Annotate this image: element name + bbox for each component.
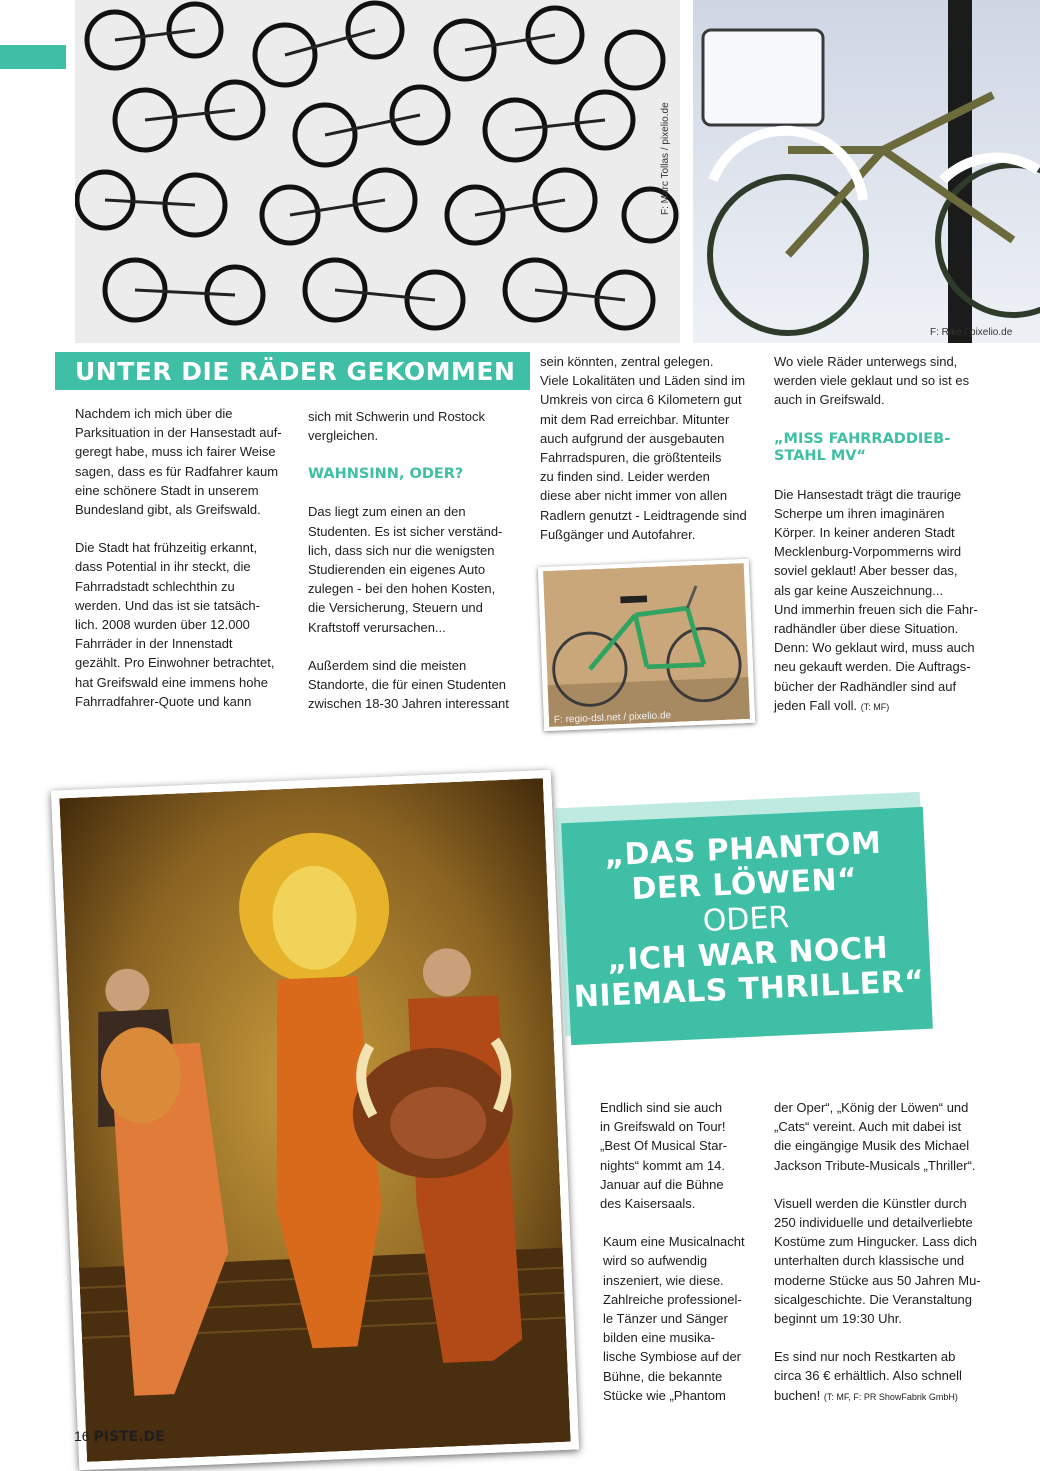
- paragraph: sein könnten, zentral gelegen. Viele Lokalitäten und Läden sind im Umkreis von circa 6 Kilometern gut mit dem Rad erreichbar. Mitunter auch aufgrund der ausgebauten Fahrradspuren, die größtenteils zu finden sind. Leider werden diese aber nicht immer von allen Radlern genutzt - Leidtragende sind Fußgänger und Autofahrer.: [540, 354, 747, 542]
- paragraph: Kaum eine Musicalnacht wird so aufwendig inszeniert, wie diese. Zahlreiche professionel- le Tänzer und Sänger bilden eine musika- lische Symbiose auf der Bühne, die bekannte Stücke wie „Phantom: [603, 1234, 745, 1403]
- paragraph: Endlich sind sie auch in Greifswald on Tour! „Best Of Musical Star- nights“ kommt am 14. Januar auf die Bühne des Kaisersaals.: [600, 1100, 728, 1212]
- paragraph-text: Die Hansestadt trägt die traurige Scherpe um ihren imaginären Körper. In keiner anderen Stadt Mecklenburg-Vorpommerns wird soviel geklaut! Aber besser das, als gar keine Auszeichnung... Und immerhin freuen sich die Fahr- radhändler über diese Situation. Denn: Wo geklaut wird, muss auch neu gekauft werden. Die Auftrags- bücher der Radhändler sind auf jeden Fall voll.: [774, 486, 978, 713]
- photo-bicycles-wall: [75, 0, 680, 343]
- snowy-bicycle-image: [693, 0, 1040, 343]
- page-footer: [74, 1428, 165, 1445]
- paragraph: der Oper“, „König der Löwen“ und „Cats“ vereint. Auch mit dabei ist die eingängige Musik des Michael Jackson Tribute-Musicals „Thriller“.: [774, 1100, 976, 1173]
- article-headline: UNTER DIE RÄDER GEKOMMEN: [75, 357, 516, 386]
- article2-title: [562, 824, 930, 1015]
- article2-column-1: [600, 1098, 770, 1405]
- title-line-2: „ICH WAR NOCH NIEMALS THRILLER“: [573, 930, 926, 1015]
- paragraph: Das liegt zum einen an den Studenten. Es ist sicher verständ- lich, dass sich nur die wenigsten Studierenden ein eigenes Auto zulegen - bei den hohen Kosten, die Versicherung, Steuern und Kraftstoff verursachen...: [308, 504, 503, 635]
- paragraph: Visuell werden die Künstler durch 250 individuelle und detailverliebte Kostüme zum Hingucker. Lass dich unterhalten durch klassische und moderne Stücke aus 50 Jahren Mu- sicalgeschichte. Die Veranstaltung beginnt um 19:30 Uhr.: [774, 1195, 981, 1327]
- paragraph: [774, 485, 1014, 717]
- article1-column-3: [540, 352, 770, 544]
- page-number: 16: [74, 1428, 90, 1444]
- subheading: „MISS FAHRRADDIEB- STAHL MV“: [774, 430, 951, 464]
- paragraph: Die Stadt hat frühzeitig erkannt, dass Potential in ihr steckt, die Fahrradstadt schlechthin zu werden. Und das ist sie tatsäch- lich. 2008 wurden über 12.000 Fahrräder in der Innenstadt gezählt. Pro Einwohner betrachtet, hat Greifswald eine immens hohe Fahrradfahrer-Quote und kann: [75, 540, 275, 709]
- title-line-1: „DAS PHANTOM DER LÖWEN“: [603, 825, 883, 908]
- paragraph: sich mit Schwerin und Rostock vergleichen.: [308, 409, 486, 444]
- photo-green-bicycle: [538, 559, 755, 731]
- author-signature: (T: MF, F: PR ShowFabrik GmbH): [823, 1391, 958, 1402]
- musical-stage-image: [59, 778, 570, 1462]
- paragraph-text: Es sind nur noch Restkarten ab circa 36 € erhältlich. Also schnell buchen!: [774, 1349, 962, 1403]
- article1-column-4: [774, 352, 1014, 717]
- headline-bar: [55, 352, 530, 390]
- photo-credit-3: F: regio-dsl.net / pixelio.de: [553, 710, 672, 726]
- photo-snowy-bicycle: [693, 0, 1040, 343]
- accent-tab: [0, 45, 66, 69]
- subheading: WAHNSINN, ODER?: [308, 466, 464, 483]
- paragraph: Wo viele Räder unterwegs sind, werden viele geklaut und so ist es auch in Greifswald.: [774, 354, 970, 408]
- author-signature: (T: MF): [860, 701, 890, 712]
- article2-column-2: [774, 1098, 1014, 1407]
- photo-credit-1: F: Marc Tollas / pixelio.de: [660, 102, 671, 215]
- title-oder: ODER: [701, 900, 790, 939]
- photo-musical-stage: [51, 770, 579, 1470]
- brand-name: PISTE.DE: [93, 1429, 165, 1445]
- green-bicycle-image: [542, 563, 751, 727]
- paragraph: Nachdem ich mich über die Parksituation in der Hansestadt auf- geregt habe, muss ich fairer Weise sagen, dass es für Radfahrer kaum eine schönere Stadt in unserem Bundesland gibt, als Greifswald.: [75, 406, 282, 518]
- paragraph: Außerdem sind die meisten Standorte, die für einen Studenten zwischen 18-30 Jahren interessant: [308, 657, 509, 712]
- paragraph: [774, 1347, 1014, 1407]
- bicycles-wall-image: [75, 0, 680, 343]
- article1-column-1: [75, 404, 300, 711]
- photo-credit-2: F: Rike / pixelio.de: [930, 327, 1013, 338]
- article1-column-2: [308, 407, 533, 713]
